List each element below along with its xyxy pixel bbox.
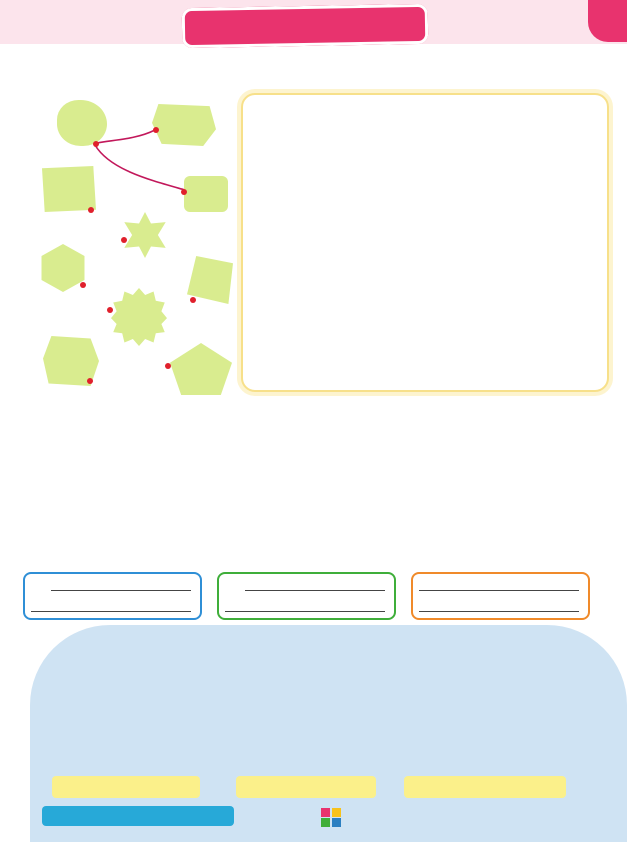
caption-1: [52, 776, 200, 798]
liveworksheets-logo-icon: [320, 806, 342, 828]
caption-2: [236, 776, 376, 798]
grammar-reference[interactable]: [42, 806, 234, 826]
caption-3: [404, 776, 566, 798]
